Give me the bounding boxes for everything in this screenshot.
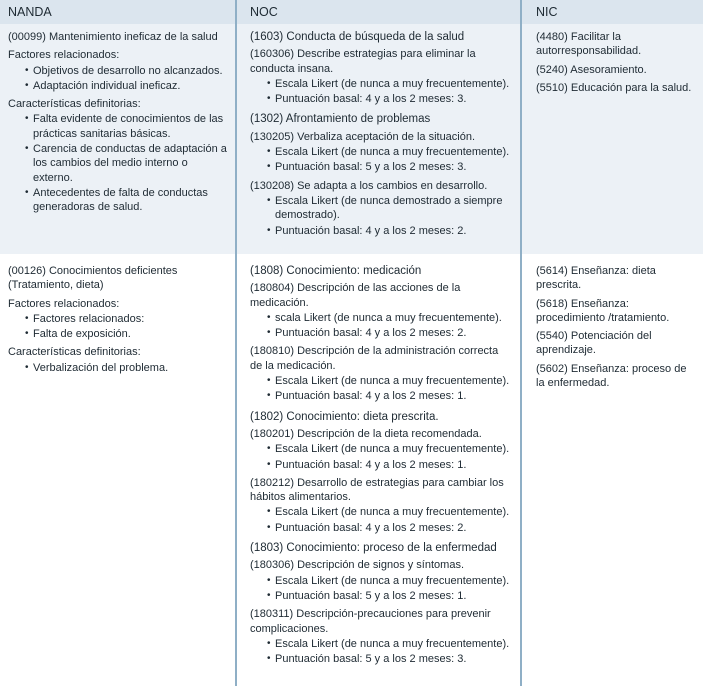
list-item: • Puntuación basal: 5 y a los 2 meses: 3. xyxy=(268,652,512,666)
related-factors: Factores relacionados: • Objetivos de desarrollo no alcanzados. • Adaptación individual ineficaz. xyxy=(8,48,228,93)
list-item: • scala Likert (de nunca a muy frecuentemente). xyxy=(268,311,512,325)
list-item: • Puntuación basal: 4 y a los 2 meses: 2. xyxy=(268,224,512,238)
list-item: • Puntuación basal: 4 y a los 2 meses: 2. xyxy=(268,326,512,340)
table-row xyxy=(0,24,703,254)
list-item: • Adaptación individual ineficaz. xyxy=(26,79,228,93)
nic-cell xyxy=(536,264,698,394)
list-item: • Escala Likert (de nunca a muy frecuentemente). xyxy=(268,637,512,651)
column-divider xyxy=(520,0,522,686)
noc-cell xyxy=(250,264,512,667)
header-noc: NOC xyxy=(250,5,278,19)
list-item: • Falta evidente de conocimientos de las prácticas sanitarias básicas. xyxy=(26,112,228,141)
list-item: • Antecedentes de falta de conductas generadoras de salud. xyxy=(26,186,228,215)
table-row xyxy=(0,254,703,686)
noc-indicator: (180306) Descripción de signos y síntomas. • Escala Likert (de nunca a muy frecuentemente). • Puntuación basal: 5 y a los 2 meses: 1. xyxy=(250,558,512,603)
defining-characteristics: Características definitorias: • Falta evidente de conocimientos de las prácticas sanitarias básicas. • Carencia de conductas de adaptación a los cambios del medio interno o externo. • Antecedentes de falta de conductas generadoras de salud. xyxy=(8,97,228,214)
list-item: • Carencia de conductas de adaptación a los cambios del medio interno o externo. xyxy=(26,142,228,185)
nic-cell xyxy=(536,30,698,99)
list-item: • Puntuación basal: 5 y a los 2 meses: 1. xyxy=(268,589,512,603)
nanda-cell xyxy=(8,30,228,216)
noc-indicator: (180201) Descripción de la dieta recomendada. • Escala Likert (de nunca a muy frecuentemente). • Puntuación basal: 4 y a los 2 meses: 1. xyxy=(250,427,512,472)
list-item: • Puntuación basal: 4 y a los 2 meses: 3. xyxy=(268,92,512,106)
noc-outcome: (1802) Conocimiento: dieta prescrita. (180201) Descripción de la dieta recomendada. • Escala Likert (de nunca a muy frecuentemente). • Puntuación basal: 4 y a los 2 meses: 1. (180212) Desarrollo de estrategias para cambiar los hábitos alimentarios. • Escala Likert (de nunca a muy frecuentemente). • Puntuación basal: 4 y a los 2 meses: 2. xyxy=(250,410,512,535)
nic-intervention: (5602) Enseñanza: proceso de la enfermedad. xyxy=(536,362,687,390)
noc-indicator: (180212) Desarrollo de estrategias para cambiar los hábitos alimentarios. • Escala Likert (de nunca a muy frecuentemente). • Puntuación basal: 4 y a los 2 meses: 2. xyxy=(250,476,512,535)
list-item: • Factores relacionados: xyxy=(26,312,228,326)
list-item: • Verbalización del problema. xyxy=(26,361,228,375)
nic-intervention: (5618) Enseñanza: procedimiento /tratamiento. xyxy=(536,297,670,324)
table-header xyxy=(0,0,703,24)
header-nic: NIC xyxy=(536,5,558,19)
list-item: • Escala Likert (de nunca a muy frecuentemente). xyxy=(268,505,512,519)
noc-outcome: (1808) Conocimiento: medicación (180804) Descripción de las acciones de la medicación. • scala Likert (de nunca a muy frecuentemente). • Puntuación basal: 4 y a los 2 meses: 2. (180810) Descripción de la administración correcta de la medicación. • Escala Likert (de nunca a muy frecuentemente). • Puntuación basal: 4 y a los 2 meses: 1. xyxy=(250,264,512,404)
noc-indicator: (160306) Describe estrategias para eliminar la conducta insana. • Escala Likert (de nunca a muy frecuentemente). • Puntuación basal: 4 y a los 2 meses: 3. xyxy=(250,47,512,106)
nanda-diagnosis: (00126) Conocimientos deficientes (Tratamiento, dieta) xyxy=(8,265,178,292)
noc-indicator: (130208) Se adapta a los cambios en desarrollo. • Escala Likert (de nunca demostrado a siempre demostrado). • Puntuación basal: 4 y a los 2 meses: 2. xyxy=(250,179,512,238)
list-item: • Puntuación basal: 5 y a los 2 meses: 3. xyxy=(268,160,512,174)
list-item: • Puntuación basal: 4 y a los 2 meses: 2. xyxy=(268,521,512,535)
noc-indicator: (180810) Descripción de la administración correcta de la medicación. • Escala Likert (de nunca a muy frecuentemente). • Puntuación basal: 4 y a los 2 meses: 1. xyxy=(250,344,512,403)
noc-indicator: (180311) Descripción-precauciones para prevenir complicaciones. • Escala Likert (de nunca a muy frecuentemente). • Puntuación basal: 5 y a los 2 meses: 3. xyxy=(250,607,512,666)
noc-outcome: (1803) Conocimiento: proceso de la enfermedad (180306) Descripción de signos y síntomas. • Escala Likert (de nunca a muy frecuentemente). • Puntuación basal: 5 y a los 2 meses: 1. (180311) Descripción-precauciones para prevenir complicaciones. • Escala Likert (de nunca a muy frecuentemente). • Puntuación basal: 5 y a los 2 meses: 3. xyxy=(250,541,512,666)
noc-outcome: (1603) Conducta de búsqueda de la salud (160306) Describe estrategias para eliminar la conducta insana. • Escala Likert (de nunca a muy frecuentemente). • Puntuación basal: 4 y a los 2 meses: 3. xyxy=(250,30,512,106)
list-item: • Escala Likert (de nunca demostrado a siempre demostrado). xyxy=(268,194,512,223)
nic-intervention: (5614) Enseñanza: dieta prescrita. xyxy=(536,265,656,292)
list-item: • Escala Likert (de nunca a muy frecuentemente). xyxy=(268,145,512,159)
header-nanda: NANDA xyxy=(8,5,52,19)
list-item: • Escala Likert (de nunca a muy frecuentemente). xyxy=(268,442,512,456)
noc-indicator: (130205) Verbaliza aceptación de la situación. • Escala Likert (de nunca a muy frecuentemente). • Puntuación basal: 5 y a los 2 meses: 3. xyxy=(250,130,512,175)
nanda-cell xyxy=(8,264,228,376)
list-item: • Escala Likert (de nunca a muy frecuentemente). xyxy=(268,77,512,91)
list-item: • Puntuación basal: 4 y a los 2 meses: 1. xyxy=(268,389,512,403)
list-item: • Falta de exposición. xyxy=(26,327,228,341)
nanda-diagnosis: (00099) Mantenimiento ineficaz de la salud xyxy=(8,31,218,43)
column-divider xyxy=(235,0,237,686)
nic-intervention: (5540) Potenciación del aprendizaje. xyxy=(536,330,652,357)
list-item: • Escala Likert (de nunca a muy frecuentemente). xyxy=(268,374,512,388)
defining-characteristics: Características definitorias: • Verbalización del problema. xyxy=(8,345,228,375)
list-item: • Escala Likert (de nunca a muy frecuentemente). xyxy=(268,574,512,588)
list-item: • Objetivos de desarrollo no alcanzados. xyxy=(26,64,228,78)
related-factors: Factores relacionados: • Factores relacionados: • Falta de exposición. xyxy=(8,297,228,342)
noc-indicator: (180804) Descripción de las acciones de la medicación. • scala Likert (de nunca a muy frecuentemente). • Puntuación basal: 4 y a los 2 meses: 2. xyxy=(250,281,512,340)
noc-cell xyxy=(250,30,512,239)
nic-intervention: (4480) Facilitar la autorresponsabilidad. xyxy=(536,31,642,58)
nic-intervention: (5510) Educación para la salud. xyxy=(536,81,692,94)
list-item: • Puntuación basal: 4 y a los 2 meses: 1. xyxy=(268,458,512,472)
nic-intervention: (5240) Asesoramiento. xyxy=(536,63,647,76)
noc-outcome: (1302) Afrontamiento de problemas (130205) Verbaliza aceptación de la situación. • Escala Likert (de nunca a muy frecuentemente). • Puntuación basal: 5 y a los 2 meses: 3. (130208) Se adapta a los cambios en desarrollo. • Escala Likert (de nunca demostrado a siempre demostrado). • Puntuación basal: 4 y a los 2 meses: 2. xyxy=(250,112,512,237)
